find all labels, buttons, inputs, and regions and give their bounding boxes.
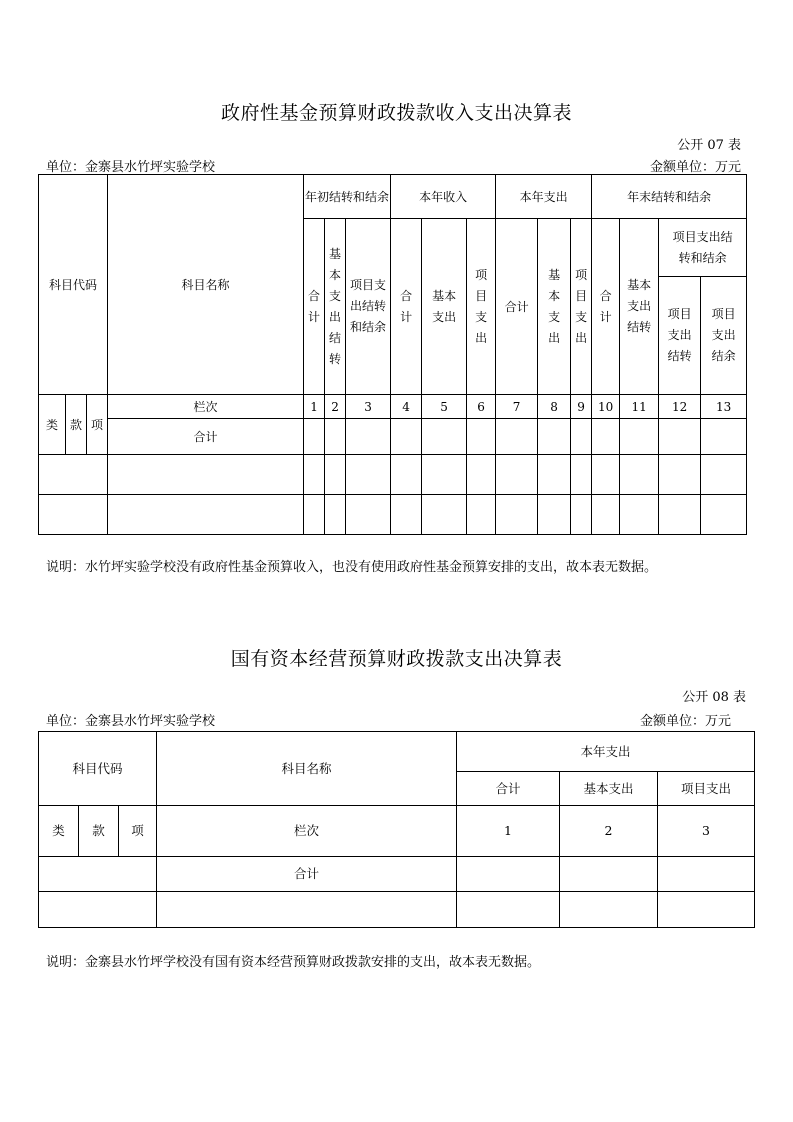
t2-header-annual-expense: 本年支出 bbox=[457, 732, 755, 772]
h-income-total: 合计 bbox=[391, 219, 422, 395]
table2-title: 国有资本经营预算财政拨款支出决算表 bbox=[230, 648, 563, 670]
row-total-label: 合计 bbox=[108, 419, 304, 455]
t2-row-lanci: 栏次 bbox=[157, 806, 457, 857]
h-closing-total: 合计 bbox=[592, 219, 620, 395]
empty-code-cell bbox=[39, 455, 108, 495]
row-kuan: 款 bbox=[66, 395, 87, 455]
t2-row-total-label: 合计 bbox=[157, 857, 457, 892]
h-closing-project-carryover: 项目支出结转 bbox=[659, 277, 701, 395]
table2 bbox=[38, 731, 755, 928]
table2-code: 公开 08 表 bbox=[682, 690, 746, 705]
h-income-basic: 基本支出 bbox=[422, 219, 467, 395]
t2-h-total: 合计 bbox=[457, 772, 560, 806]
header-subject-code: 科目代码 bbox=[39, 175, 108, 395]
t2-empty-code-cell bbox=[39, 857, 157, 892]
table1-code: 公开 07 表 bbox=[677, 138, 741, 153]
h-opening-basic: 基本支出结转 bbox=[325, 219, 346, 395]
header-annual-expense: 本年支出 bbox=[496, 175, 592, 219]
table1-amount-unit: 金额单位：万元 bbox=[649, 160, 741, 175]
h-expense-total: 合计 bbox=[496, 219, 538, 395]
t2-h-project: 项目支出 bbox=[658, 772, 755, 806]
header-subject-name: 科目名称 bbox=[108, 175, 304, 395]
t2-header-subject-code: 科目代码 bbox=[39, 732, 157, 806]
h-expense-project: 项目支出 bbox=[571, 219, 592, 395]
empty-code-cell bbox=[39, 495, 108, 535]
table2-note: 说明：金寨县水竹坪学校没有国有资本经营预算财政拨款安排的支出，故本表无数据。 bbox=[46, 955, 541, 970]
table1-unit: 单位：金寨县水竹坪实验学校 bbox=[46, 160, 216, 175]
table1-title: 政府性基金预算财政拨款收入支出决算表 bbox=[220, 102, 572, 124]
h-closing-project-surplus: 项目支出结余 bbox=[701, 277, 747, 395]
t2-row-kuan: 款 bbox=[79, 806, 119, 857]
header-closing-balance: 年末结转和结余 bbox=[592, 175, 747, 219]
col-no: 4 bbox=[391, 395, 422, 419]
h-opening-project: 项目支出结转和结余 bbox=[346, 219, 391, 395]
t2-col-no: 3 bbox=[658, 806, 755, 857]
t2-empty-name-cell bbox=[157, 892, 457, 928]
t2-empty-code-cell bbox=[39, 892, 157, 928]
row-lei: 类 bbox=[39, 395, 66, 455]
col-no: 1 bbox=[304, 395, 325, 419]
t2-col-no: 1 bbox=[457, 806, 560, 857]
col-no: 5 bbox=[422, 395, 467, 419]
t2-row-lei: 类 bbox=[39, 806, 79, 857]
table2-amount-unit: 金额单位：万元 bbox=[639, 714, 731, 729]
h-opening-total: 合计 bbox=[304, 219, 325, 395]
col-no: 3 bbox=[346, 395, 391, 419]
col-no: 2 bbox=[325, 395, 346, 419]
h-closing-basic: 基本支出结转 bbox=[620, 219, 659, 395]
row-lanci: 栏次 bbox=[108, 395, 304, 419]
col-no: 9 bbox=[571, 395, 592, 419]
h-expense-basic: 基本支出 bbox=[538, 219, 571, 395]
col-no: 10 bbox=[592, 395, 620, 419]
table1 bbox=[38, 174, 747, 535]
empty-name-cell bbox=[108, 495, 304, 535]
col-no: 12 bbox=[659, 395, 701, 419]
table2-unit: 单位：金寨县水竹坪实验学校 bbox=[46, 714, 216, 729]
header-opening-balance: 年初结转和结余 bbox=[304, 175, 391, 219]
table1-note: 说明：水竹坪实验学校没有政府性基金预算收入，也没有使用政府性基金预算安排的支出，故本表无数据。 bbox=[46, 560, 658, 575]
h-closing-project-group: 项目支出结转和结余 bbox=[659, 219, 747, 277]
t2-row-xiang: 项 bbox=[119, 806, 157, 857]
row-xiang: 项 bbox=[87, 395, 108, 455]
t2-header-subject-name: 科目名称 bbox=[157, 732, 457, 806]
header-annual-income: 本年收入 bbox=[391, 175, 496, 219]
empty-name-cell bbox=[108, 455, 304, 495]
h-income-project: 项目支出 bbox=[467, 219, 496, 395]
t2-h-basic: 基本支出 bbox=[560, 772, 658, 806]
t2-col-no: 2 bbox=[560, 806, 658, 857]
col-no: 8 bbox=[538, 395, 571, 419]
col-no: 6 bbox=[467, 395, 496, 419]
col-no: 13 bbox=[701, 395, 747, 419]
col-no: 7 bbox=[496, 395, 538, 419]
col-no: 11 bbox=[620, 395, 659, 419]
